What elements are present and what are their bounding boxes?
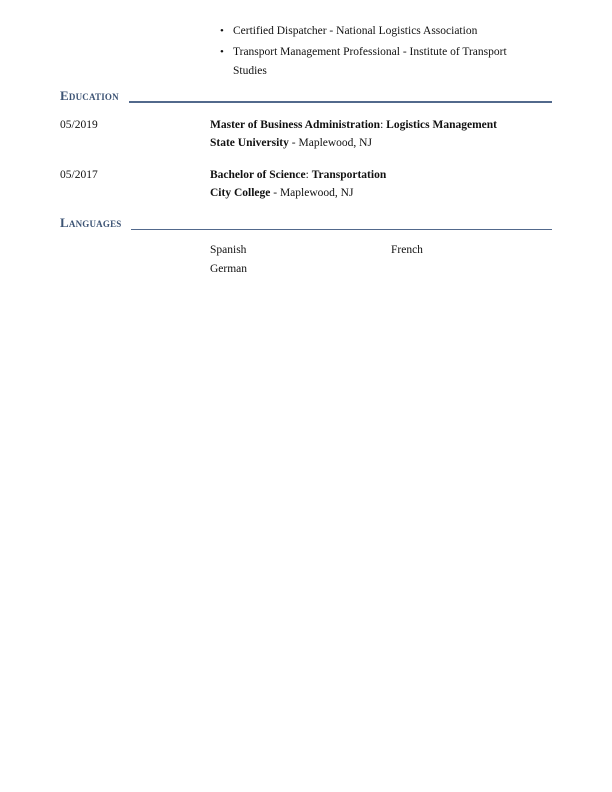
degree-field: Transportation <box>311 169 387 181</box>
certification-item <box>220 43 540 81</box>
education-details <box>210 166 552 202</box>
certification-text-continued: Studies <box>233 65 267 77</box>
degree-line <box>210 116 552 134</box>
education-date: 05/2017 <box>60 169 98 181</box>
education-section-divider <box>129 101 552 103</box>
certification-item <box>220 22 540 41</box>
school-line <box>210 134 552 152</box>
school-name: City College <box>210 187 271 199</box>
languages-section-header <box>60 216 552 230</box>
location-separator: - <box>270 187 280 199</box>
bullet-icon: • <box>220 25 224 37</box>
certification-text: Certified Dispatcher - National Logistics Association <box>233 25 478 37</box>
languages-section-title: Languages <box>60 215 122 230</box>
education-date: 05/2019 <box>60 119 98 131</box>
school-name: State University <box>210 137 289 149</box>
school-line <box>210 184 552 202</box>
school-location: Maplewood, NJ <box>279 187 354 199</box>
language-item: Spanish <box>210 244 247 256</box>
language-item: German <box>210 263 248 275</box>
degree-field: Logistics Management <box>386 119 497 131</box>
language-item: French <box>391 244 423 256</box>
bullet-icon: • <box>220 46 224 58</box>
education-section-title: Education <box>60 88 119 103</box>
certifications-list <box>220 22 540 83</box>
school-location: Maplewood, NJ <box>298 137 372 149</box>
degree-name: Bachelor of Science <box>210 169 306 181</box>
certification-text: Transport Management Professional - Institute of Transport <box>233 46 507 58</box>
degree-separator: : <box>380 119 387 131</box>
education-section-header <box>60 89 552 103</box>
languages-section-divider <box>131 229 552 230</box>
location-separator: - <box>288 137 299 149</box>
degree-line <box>210 166 552 184</box>
degree-separator: : <box>305 169 312 181</box>
degree-name: Master of Business Administration <box>210 119 381 131</box>
education-details <box>210 116 552 152</box>
